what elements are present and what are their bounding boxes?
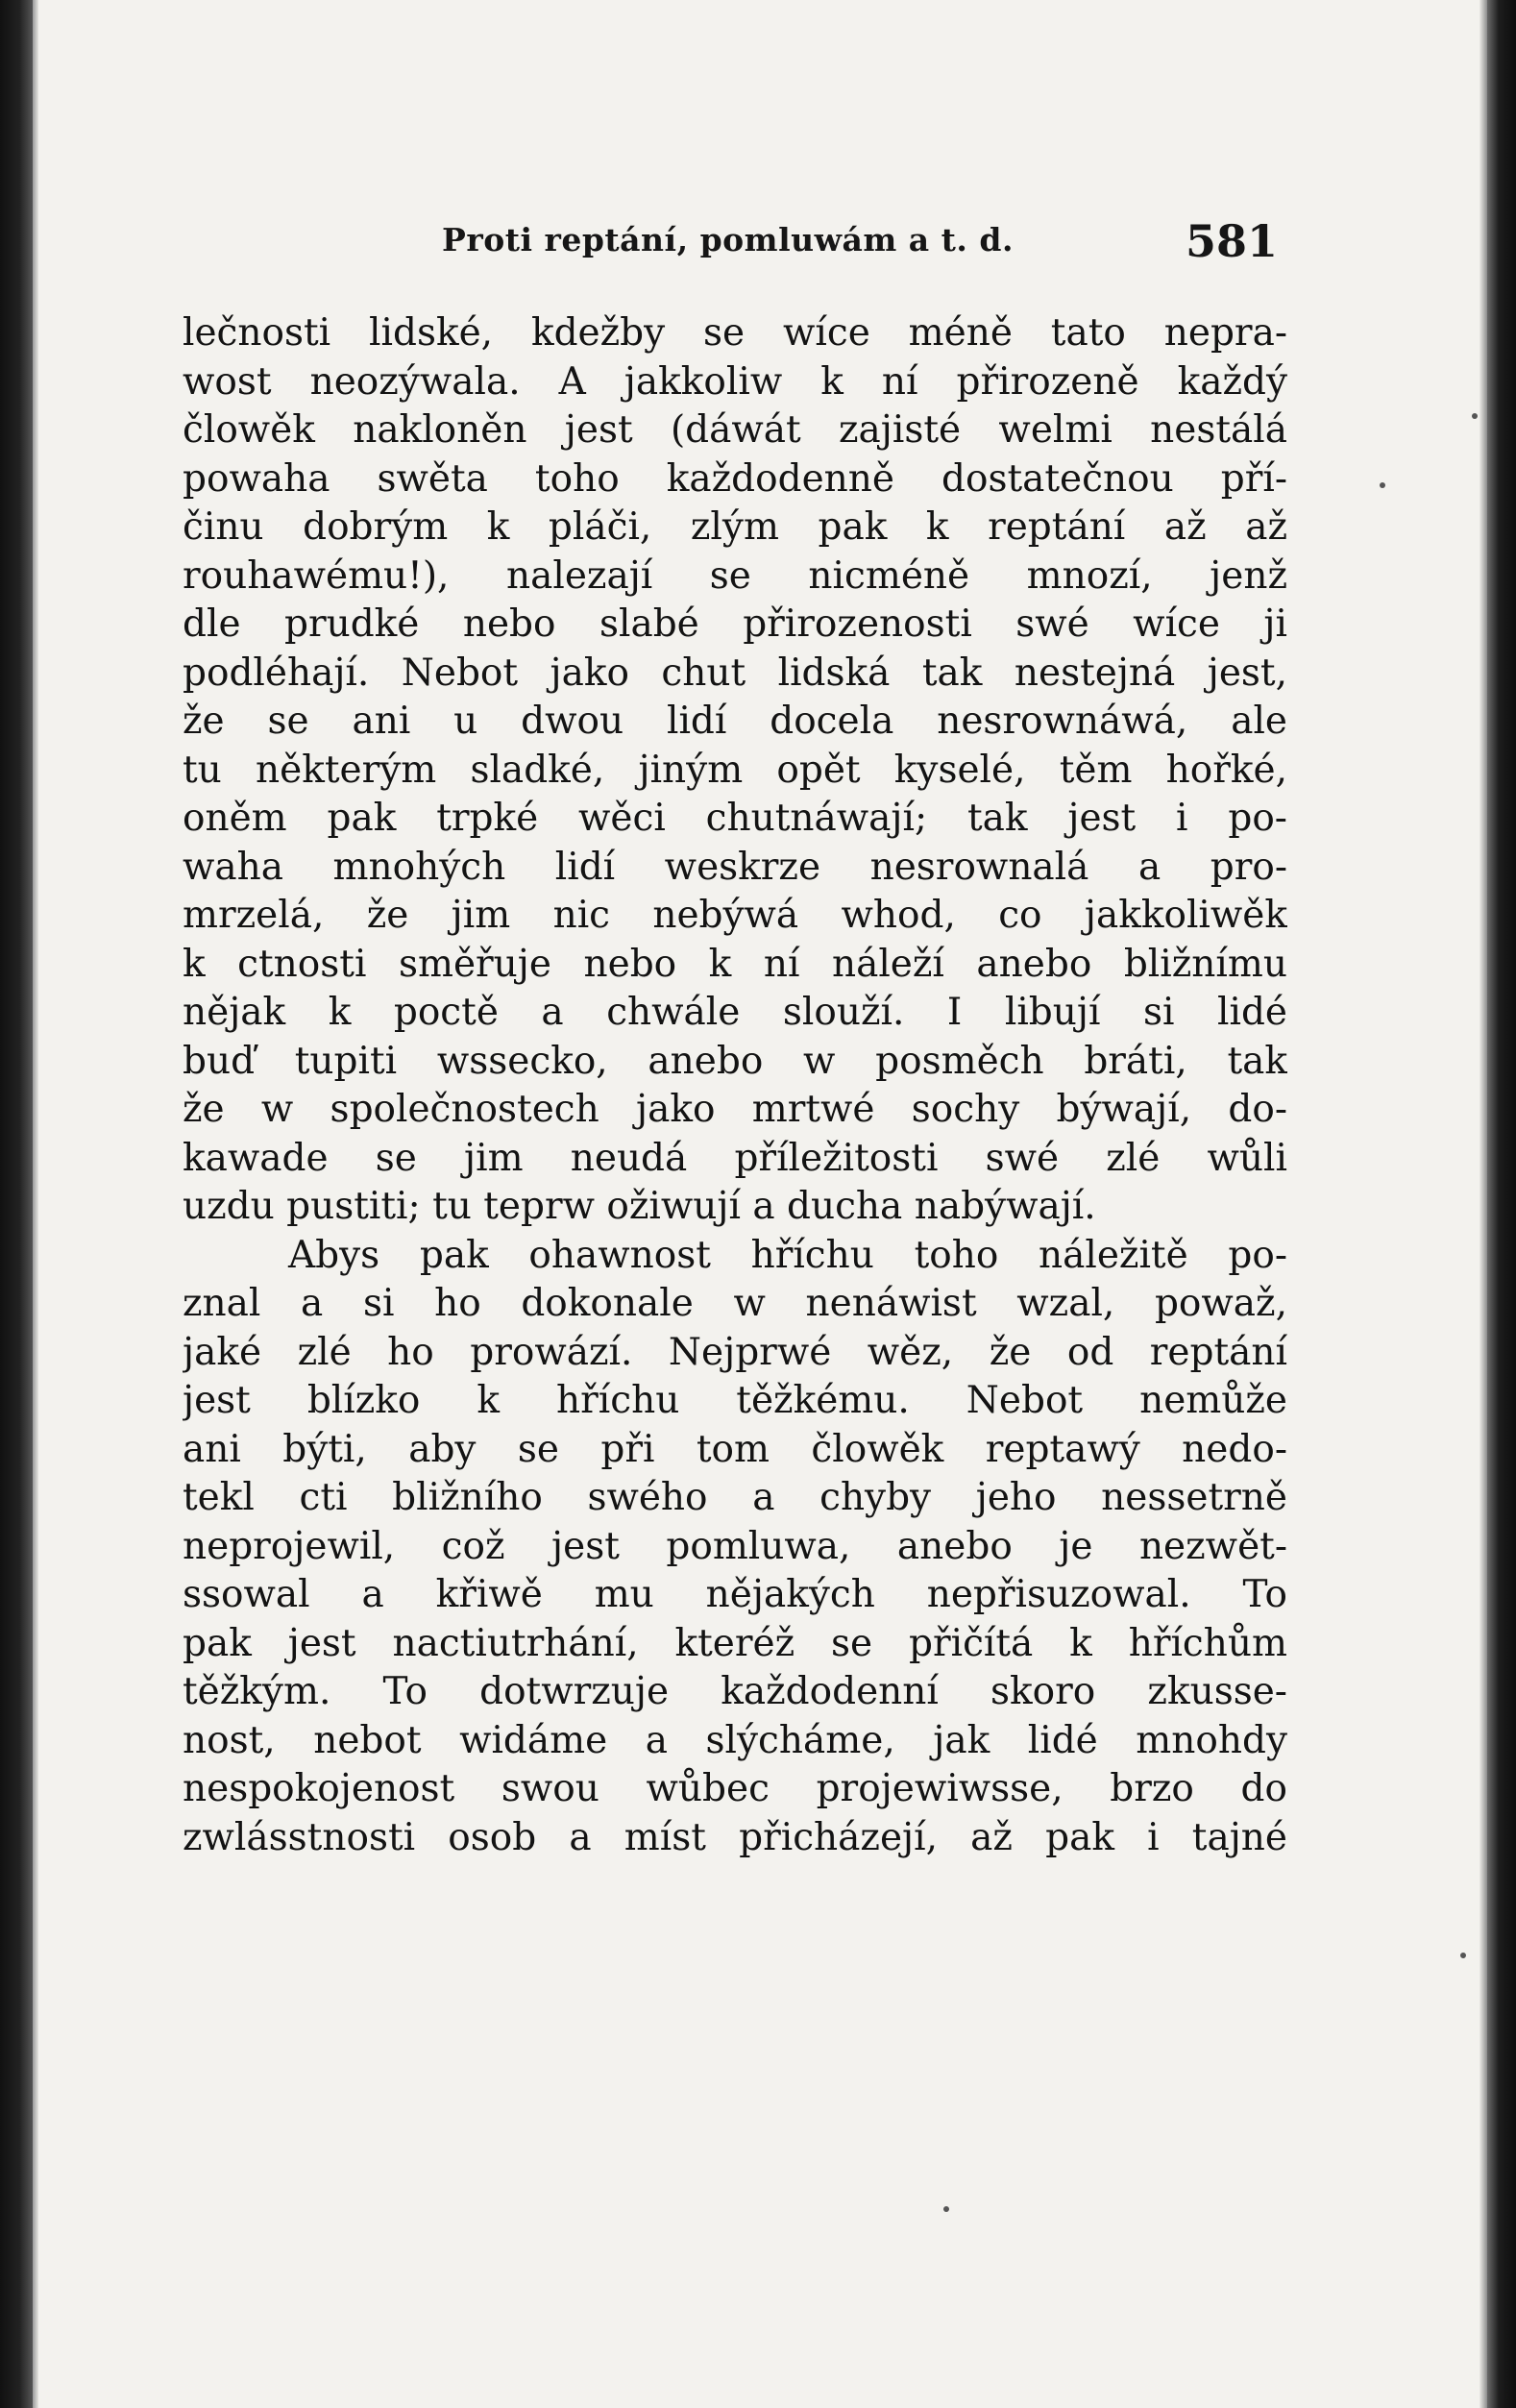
text-line: že se ani u dwou lidí docela nesrownáwá, ale xyxy=(183,700,1287,743)
text-line: powaha swěta toho každodenně dostatečnou pří- xyxy=(183,456,1287,501)
text-line: kawade se jim neudá příležitosti swé zlé wůli xyxy=(183,1136,1287,1180)
right-scan-edge xyxy=(1487,0,1516,2408)
scan-speck xyxy=(943,2206,949,2212)
text-line: oněm pak trpké wěci chutnáwají; tak jest i po- xyxy=(183,797,1287,840)
text-line: k ctnosti směřuje nebo k ní náleží anebo bližnímu xyxy=(183,942,1287,986)
text-line: činu dobrým k pláči, zlým pak k reptání až až xyxy=(183,505,1287,549)
text-line: tu některým sladké, jiným opět kyselé, těm hořké, xyxy=(183,748,1287,792)
scan-speck xyxy=(1472,413,1478,419)
paragraph-start-line: Abys pak ohawnost hříchu toho náležitě po- xyxy=(288,1233,1287,1277)
page-number: 581 xyxy=(1185,215,1278,267)
scan-speck xyxy=(1460,1953,1466,1958)
right-page-fold xyxy=(1479,0,1487,2408)
text-line: rouhawému!), nalezají se nicméně mnozí, jenž xyxy=(183,553,1287,598)
left-scan-edge xyxy=(0,0,33,2408)
text-line: lečnosti lidské, kdežby se wíce méně tato nepra- xyxy=(183,311,1287,355)
text-line: tekl cti bližního swého a chyby jeho nessetrně xyxy=(183,1476,1287,1519)
left-page-fold xyxy=(33,0,38,2408)
text-line: dle prudké nebo slabé přirozenosti swé wíce ji xyxy=(183,602,1287,646)
text-line: nespokojenost swou wůbec projewiwsse, brzo do xyxy=(183,1767,1287,1810)
text-line: člowěk nakloněn jest (dáwát zajisté welmi nestálá xyxy=(183,408,1287,452)
text-line: nějak k poctě a chwále slouží. I libují si lidé xyxy=(183,991,1287,1034)
text-line: waha mnohých lidí weskrze nesrownalá a pro- xyxy=(183,845,1287,889)
text-line: mrzelá, že jim nic nebýwá whod, co jakkoliwěk xyxy=(183,894,1287,937)
text-line: podléhají. Nebot jako chut lidská tak nestejná jest, xyxy=(183,651,1287,695)
running-head: Proti reptání, pomluwám a t. d. xyxy=(442,221,1014,258)
text-line: wost neozýwala. A jakkoliw k ní přirozeně každý xyxy=(183,359,1287,404)
page-header xyxy=(183,213,1287,271)
text-line: zwlásstnosti osob a míst přicházejí, až pak i tajné xyxy=(183,1815,1287,1859)
text-line: buď tupiti wssecko, anebo w posměch bráti, tak xyxy=(183,1039,1287,1083)
text-line: těžkým. To dotwrzuje každodenní skoro zkusse- xyxy=(183,1670,1287,1713)
text-line: ani býti, aby se při tom člowěk reptawý nedo- xyxy=(183,1427,1287,1471)
text-line: znal a si ho dokonale w nenáwist wzal, powaž, xyxy=(183,1282,1287,1325)
text-line: jaké zlé ho prowází. Nejprwé wěz, že od reptání xyxy=(183,1330,1287,1374)
text-line: jest blízko k hříchu těžkému. Nebot nemůže xyxy=(183,1379,1287,1422)
text-line: uzdu pustiti; tu teprw ožiwují a ducha nabýwají. xyxy=(183,1185,1096,1228)
scan-speck xyxy=(1380,482,1385,488)
text-line: nost, nebot widáme a slýcháme, jak lidé mnohdy xyxy=(183,1718,1287,1762)
body-text xyxy=(183,309,1287,1862)
text-line: ssowal a křiwě mu nějakých nepřisuzowal. To xyxy=(183,1573,1287,1616)
text-line: neprojewil, což jest pomluwa, anebo je nezwět- xyxy=(183,1524,1287,1568)
text-line: že w společnostech jako mrtwé sochy býwají, do- xyxy=(183,1088,1287,1131)
text-line: pak jest nactiutrhání, kteréž se přičítá k hříchům xyxy=(183,1621,1287,1665)
